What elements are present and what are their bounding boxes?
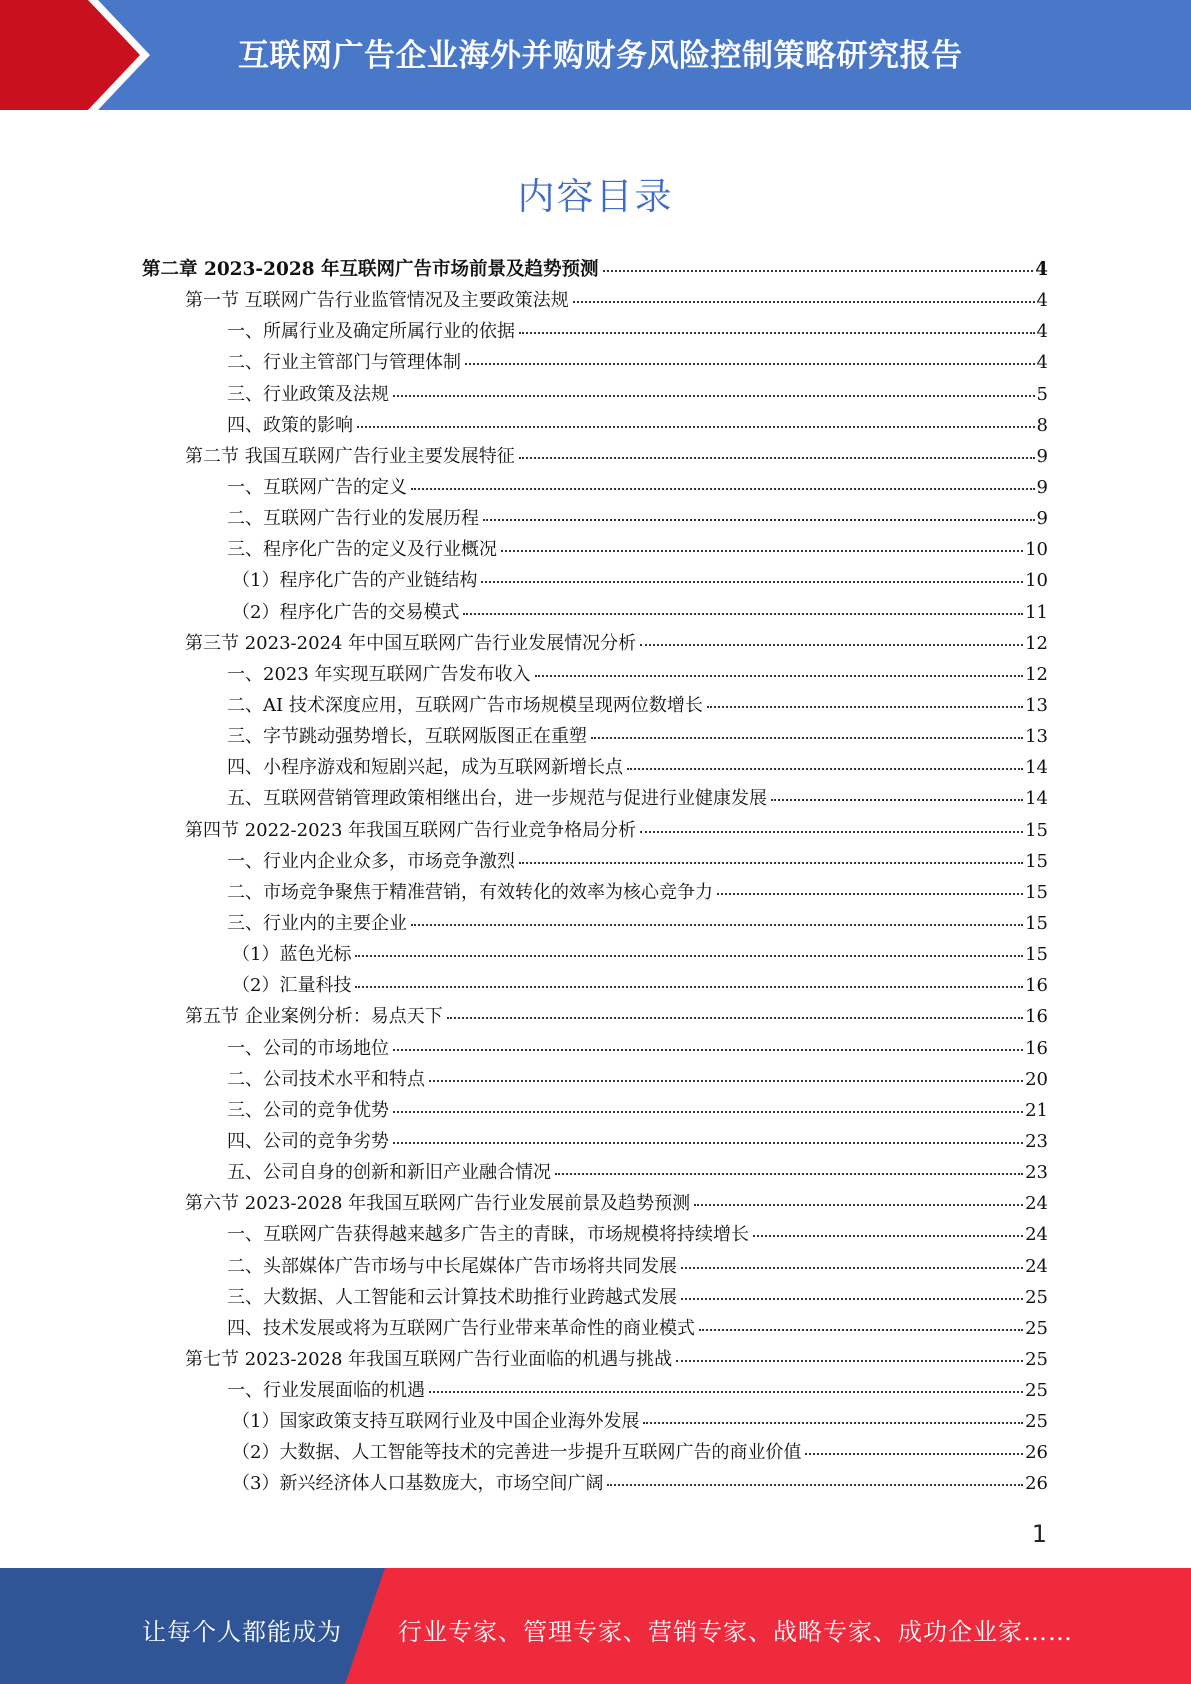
toc-leader-dots xyxy=(357,425,1035,428)
toc-entry[interactable] xyxy=(142,1126,1048,1157)
toc-entry-page: 24 xyxy=(1025,1224,1048,1246)
toc-leader-dots xyxy=(573,300,1035,303)
toc-entry[interactable] xyxy=(142,783,1048,814)
toc-entry-label: 三、程序化广告的定义及行业概况 xyxy=(227,539,497,561)
toc-entry-label: 一、互联网广告获得越来越多广告主的青睐，市场规模将持续增长 xyxy=(227,1224,749,1246)
toc-entry-label: 一、行业发展面临的机遇 xyxy=(227,1380,425,1402)
toc-leader-dots xyxy=(481,580,1023,583)
toc-leader-dots xyxy=(519,331,1035,334)
toc-entry-page: 15 xyxy=(1025,819,1048,841)
toc-entry[interactable] xyxy=(142,659,1048,690)
toc-leader-dots xyxy=(393,394,1035,397)
toc-entry-label: 四、公司的竞争劣势 xyxy=(227,1130,389,1152)
toc-entry-page: 12 xyxy=(1025,632,1048,654)
toc-entry-label: 第二节 我国互联网广告行业主要发展特征 xyxy=(185,445,515,467)
toc-entry-label: 三、大数据、人工智能和云计算技术助推行业跨越式发展 xyxy=(227,1286,677,1308)
toc-entry-page: 4 xyxy=(1036,352,1048,374)
toc-entry-page: 5 xyxy=(1036,383,1048,405)
toc-entry[interactable] xyxy=(142,877,1048,908)
toc-leader-dots xyxy=(519,456,1035,459)
toc-entry-label: 第六节 2023-2028 年我国互联网广告行业发展前景及趋势预测 xyxy=(185,1193,691,1215)
toc-entry-label: 第四节 2022-2023 年我国互联网广告行业竞争格局分析 xyxy=(185,819,637,841)
toc-entry[interactable] xyxy=(142,939,1048,970)
toc-leader-dots xyxy=(707,705,1023,708)
header-banner xyxy=(0,0,1191,110)
toc-entry[interactable] xyxy=(142,908,1048,939)
toc-entry-page: 10 xyxy=(1025,570,1048,592)
toc-leader-dots xyxy=(681,1297,1023,1300)
toc-entry-page: 9 xyxy=(1036,476,1048,498)
toc-entry[interactable] xyxy=(142,1344,1048,1375)
toc-entry-label: 三、行业政策及法规 xyxy=(227,383,389,405)
toc-entry-label: 三、公司的竞争优势 xyxy=(227,1099,389,1121)
toc-entry-page: 20 xyxy=(1025,1068,1048,1090)
toc-entry-page: 23 xyxy=(1025,1130,1048,1152)
toc-entry[interactable] xyxy=(142,1375,1048,1406)
toc-entry[interactable] xyxy=(142,472,1048,503)
toc-entry[interactable] xyxy=(142,565,1048,596)
toc-heading: 内容目录 xyxy=(517,175,674,218)
toc-entry-label: 五、互联网营销管理政策相继出台，进一步规范与促进行业健康发展 xyxy=(227,788,767,810)
toc-entry-page: 26 xyxy=(1025,1473,1048,1495)
toc-entry-label: 一、行业内企业众多，市场竞争激烈 xyxy=(227,850,515,872)
toc-leader-dots xyxy=(640,830,1023,833)
toc-entry[interactable] xyxy=(142,410,1048,441)
toc-entry[interactable] xyxy=(142,1001,1048,1032)
toc-entry-label: （1）蓝色光标 xyxy=(232,944,352,966)
page-number: 1 xyxy=(1031,1520,1047,1548)
toc-entry-label: 三、行业内的主要企业 xyxy=(227,912,407,934)
toc-entry-page: 13 xyxy=(1025,726,1048,748)
toc-entry-label: （3）新兴经济体人口基数庞大，市场空间广阔 xyxy=(232,1473,604,1495)
toc-leader-dots xyxy=(640,643,1023,646)
toc-leader-dots xyxy=(753,1234,1023,1237)
toc-leader-dots xyxy=(627,767,1023,770)
report-title: 互联网广告企业海外并购财务风险控制策略研究报告 xyxy=(238,38,963,74)
toc-entry[interactable] xyxy=(142,1033,1048,1064)
toc-entry[interactable] xyxy=(142,1313,1048,1344)
toc-entry[interactable] xyxy=(142,1406,1048,1437)
toc-entry-label: 一、2023 年实现互联网广告发布收入 xyxy=(227,663,531,685)
toc-entry-page: 15 xyxy=(1025,881,1048,903)
toc-entry-page: 15 xyxy=(1025,850,1048,872)
toc-entry[interactable] xyxy=(142,1219,1048,1250)
toc-entry-page: 24 xyxy=(1025,1193,1048,1215)
toc-entry[interactable] xyxy=(142,1095,1048,1126)
toc-entry-page: 12 xyxy=(1025,663,1048,685)
toc-entry-page: 13 xyxy=(1025,694,1048,716)
toc-entry-label: （2）大数据、人工智能等技术的完善进一步提升互联网广告的商业价值 xyxy=(232,1442,802,1464)
toc-entry-page: 16 xyxy=(1025,975,1048,997)
toc-entry-page: 16 xyxy=(1025,1037,1048,1059)
toc-entry-page: 23 xyxy=(1025,1162,1048,1184)
toc-entry-label: 二、AI 技术深度应用，互联网广告市场规模呈现两位数增长 xyxy=(227,694,703,716)
toc-leader-dots xyxy=(694,1203,1023,1206)
header-arrow-graphic xyxy=(0,0,160,110)
toc-entry-label: 第三节 2023-2024 年中国互联网广告行业发展情况分析 xyxy=(185,632,637,654)
toc-leader-dots xyxy=(603,269,1034,272)
toc-leader-dots xyxy=(591,736,1023,739)
toc-entry-label: 四、政策的影响 xyxy=(227,414,353,436)
toc-leader-dots xyxy=(699,1328,1023,1331)
toc-entry-page: 16 xyxy=(1025,1006,1048,1028)
toc-entry[interactable] xyxy=(142,846,1048,877)
toc-entry-page: 4 xyxy=(1036,290,1048,312)
toc-leader-dots xyxy=(411,923,1023,926)
toc-entry-label: 第一节 互联网广告行业监管情况及主要政策法规 xyxy=(185,290,569,312)
toc-entry-label: 二、互联网广告行业的发展历程 xyxy=(227,508,479,530)
toc-leader-dots xyxy=(771,798,1023,801)
toc-entry-label: （1）国家政策支持互联网行业及中国企业海外发展 xyxy=(232,1411,640,1433)
toc-entry-page: 25 xyxy=(1025,1348,1048,1370)
toc-entry-label: 二、头部媒体广告市场与中长尾媒体广告市场将共同发展 xyxy=(227,1255,677,1277)
toc-entry[interactable] xyxy=(142,285,1048,316)
toc-entry-label: 四、技术发展或将为互联网广告行业带来革命性的商业模式 xyxy=(227,1317,695,1339)
footer-slogan-right: 行业专家、管理专家、营销专家、战略专家、成功企业家…… xyxy=(398,1618,1073,1646)
toc-leader-dots xyxy=(393,1048,1023,1051)
toc-entry[interactable] xyxy=(142,379,1048,410)
toc-entry-page: 15 xyxy=(1025,912,1048,934)
toc-leader-dots xyxy=(643,1421,1023,1424)
toc-leader-dots xyxy=(681,1266,1023,1269)
toc-entry-label: 第五节 企业案例分析：易点天下 xyxy=(185,1006,443,1028)
toc-entry-label: 二、行业主管部门与管理体制 xyxy=(227,352,461,374)
toc-entry-label: （1）程序化广告的产业链结构 xyxy=(232,570,478,592)
toc-entry[interactable] xyxy=(142,441,1048,472)
toc-entry-page: 25 xyxy=(1025,1380,1048,1402)
toc-entry-label: （2）程序化广告的交易模式 xyxy=(232,601,460,623)
toc-entry[interactable] xyxy=(142,1437,1048,1468)
toc-entry-page: 15 xyxy=(1025,944,1048,966)
toc-leader-dots xyxy=(463,612,1023,615)
toc-entry-label: 五、公司自身的创新和新旧产业融合情况 xyxy=(227,1162,551,1184)
toc-leader-dots xyxy=(447,1016,1023,1019)
toc-entry[interactable] xyxy=(142,721,1048,752)
table-of-contents xyxy=(142,254,1048,1500)
footer-slogan-left: 让每个人都能成为 xyxy=(142,1618,342,1646)
toc-entry[interactable] xyxy=(142,970,1048,1001)
toc-leader-dots xyxy=(393,1141,1023,1144)
toc-entry-label: 四、小程序游戏和短剧兴起，成为互联网新增长点 xyxy=(227,757,623,779)
toc-entry[interactable] xyxy=(142,1251,1048,1282)
toc-leader-dots xyxy=(501,549,1023,552)
toc-entry-page: 4 xyxy=(1035,259,1048,280)
toc-leader-dots xyxy=(355,954,1023,957)
toc-entry-page: 21 xyxy=(1025,1099,1048,1121)
toc-entry-label: 二、市场竞争聚焦于精准营销，有效转化的效率为核心竞争力 xyxy=(227,881,713,903)
toc-entry-page: 24 xyxy=(1025,1255,1048,1277)
toc-entry[interactable] xyxy=(142,316,1048,347)
toc-entry-page: 11 xyxy=(1025,601,1048,623)
toc-entry[interactable] xyxy=(142,628,1048,659)
toc-entry-label: 一、所属行业及确定所属行业的依据 xyxy=(227,321,515,343)
toc-entry[interactable] xyxy=(142,1064,1048,1095)
toc-entry[interactable] xyxy=(142,254,1048,285)
toc-leader-dots xyxy=(483,518,1035,521)
toc-entry-label: 第二章 2023-2028 年互联网广告市场前景及趋势预测 xyxy=(142,259,599,280)
toc-leader-dots xyxy=(519,861,1023,864)
toc-entry-label: （2）汇量科技 xyxy=(232,975,352,997)
toc-entry-page: 25 xyxy=(1025,1286,1048,1308)
toc-entry-label: 一、互联网广告的定义 xyxy=(227,476,407,498)
toc-entry-page: 26 xyxy=(1025,1442,1048,1464)
toc-leader-dots xyxy=(555,1172,1023,1175)
toc-leader-dots xyxy=(355,985,1023,988)
toc-leader-dots xyxy=(429,1079,1023,1082)
toc-entry[interactable] xyxy=(142,534,1048,565)
toc-entry-page: 14 xyxy=(1025,757,1048,779)
toc-entry-label: 第七节 2023-2028 年我国互联网广告行业面临的机遇与挑战 xyxy=(185,1348,673,1370)
toc-entry-label: 二、公司技术水平和特点 xyxy=(227,1068,425,1090)
toc-leader-dots xyxy=(717,892,1023,895)
toc-entry[interactable] xyxy=(142,503,1048,534)
toc-leader-dots xyxy=(805,1452,1023,1455)
toc-entry-page: 9 xyxy=(1036,508,1048,530)
toc-entry-page: 8 xyxy=(1036,414,1048,436)
toc-entry-label: 三、字节跳动强势增长，互联网版图正在重塑 xyxy=(227,726,587,748)
toc-entry[interactable] xyxy=(142,1468,1048,1499)
toc-entry-page: 14 xyxy=(1025,788,1048,810)
toc-entry[interactable] xyxy=(142,1188,1048,1219)
toc-entry[interactable] xyxy=(142,815,1048,846)
toc-leader-dots xyxy=(429,1390,1023,1393)
toc-leader-dots xyxy=(535,674,1024,677)
toc-entry-page: 4 xyxy=(1036,321,1048,343)
toc-entry[interactable] xyxy=(142,597,1048,628)
toc-leader-dots xyxy=(411,487,1035,490)
toc-entry[interactable] xyxy=(142,752,1048,783)
toc-leader-dots xyxy=(393,1110,1023,1113)
toc-leader-dots xyxy=(607,1483,1023,1486)
toc-entry[interactable] xyxy=(142,1157,1048,1188)
toc-leader-dots xyxy=(676,1359,1023,1362)
toc-entry[interactable] xyxy=(142,347,1048,378)
toc-entry[interactable] xyxy=(142,690,1048,721)
toc-entry[interactable] xyxy=(142,1282,1048,1313)
toc-entry-page: 25 xyxy=(1025,1317,1048,1339)
toc-entry-page: 10 xyxy=(1025,539,1048,561)
toc-entry-page: 9 xyxy=(1036,445,1048,467)
toc-leader-dots xyxy=(465,362,1035,365)
footer-banner xyxy=(0,1568,1191,1684)
toc-entry-page: 25 xyxy=(1025,1411,1048,1433)
toc-entry-label: 一、公司的市场地位 xyxy=(227,1037,389,1059)
